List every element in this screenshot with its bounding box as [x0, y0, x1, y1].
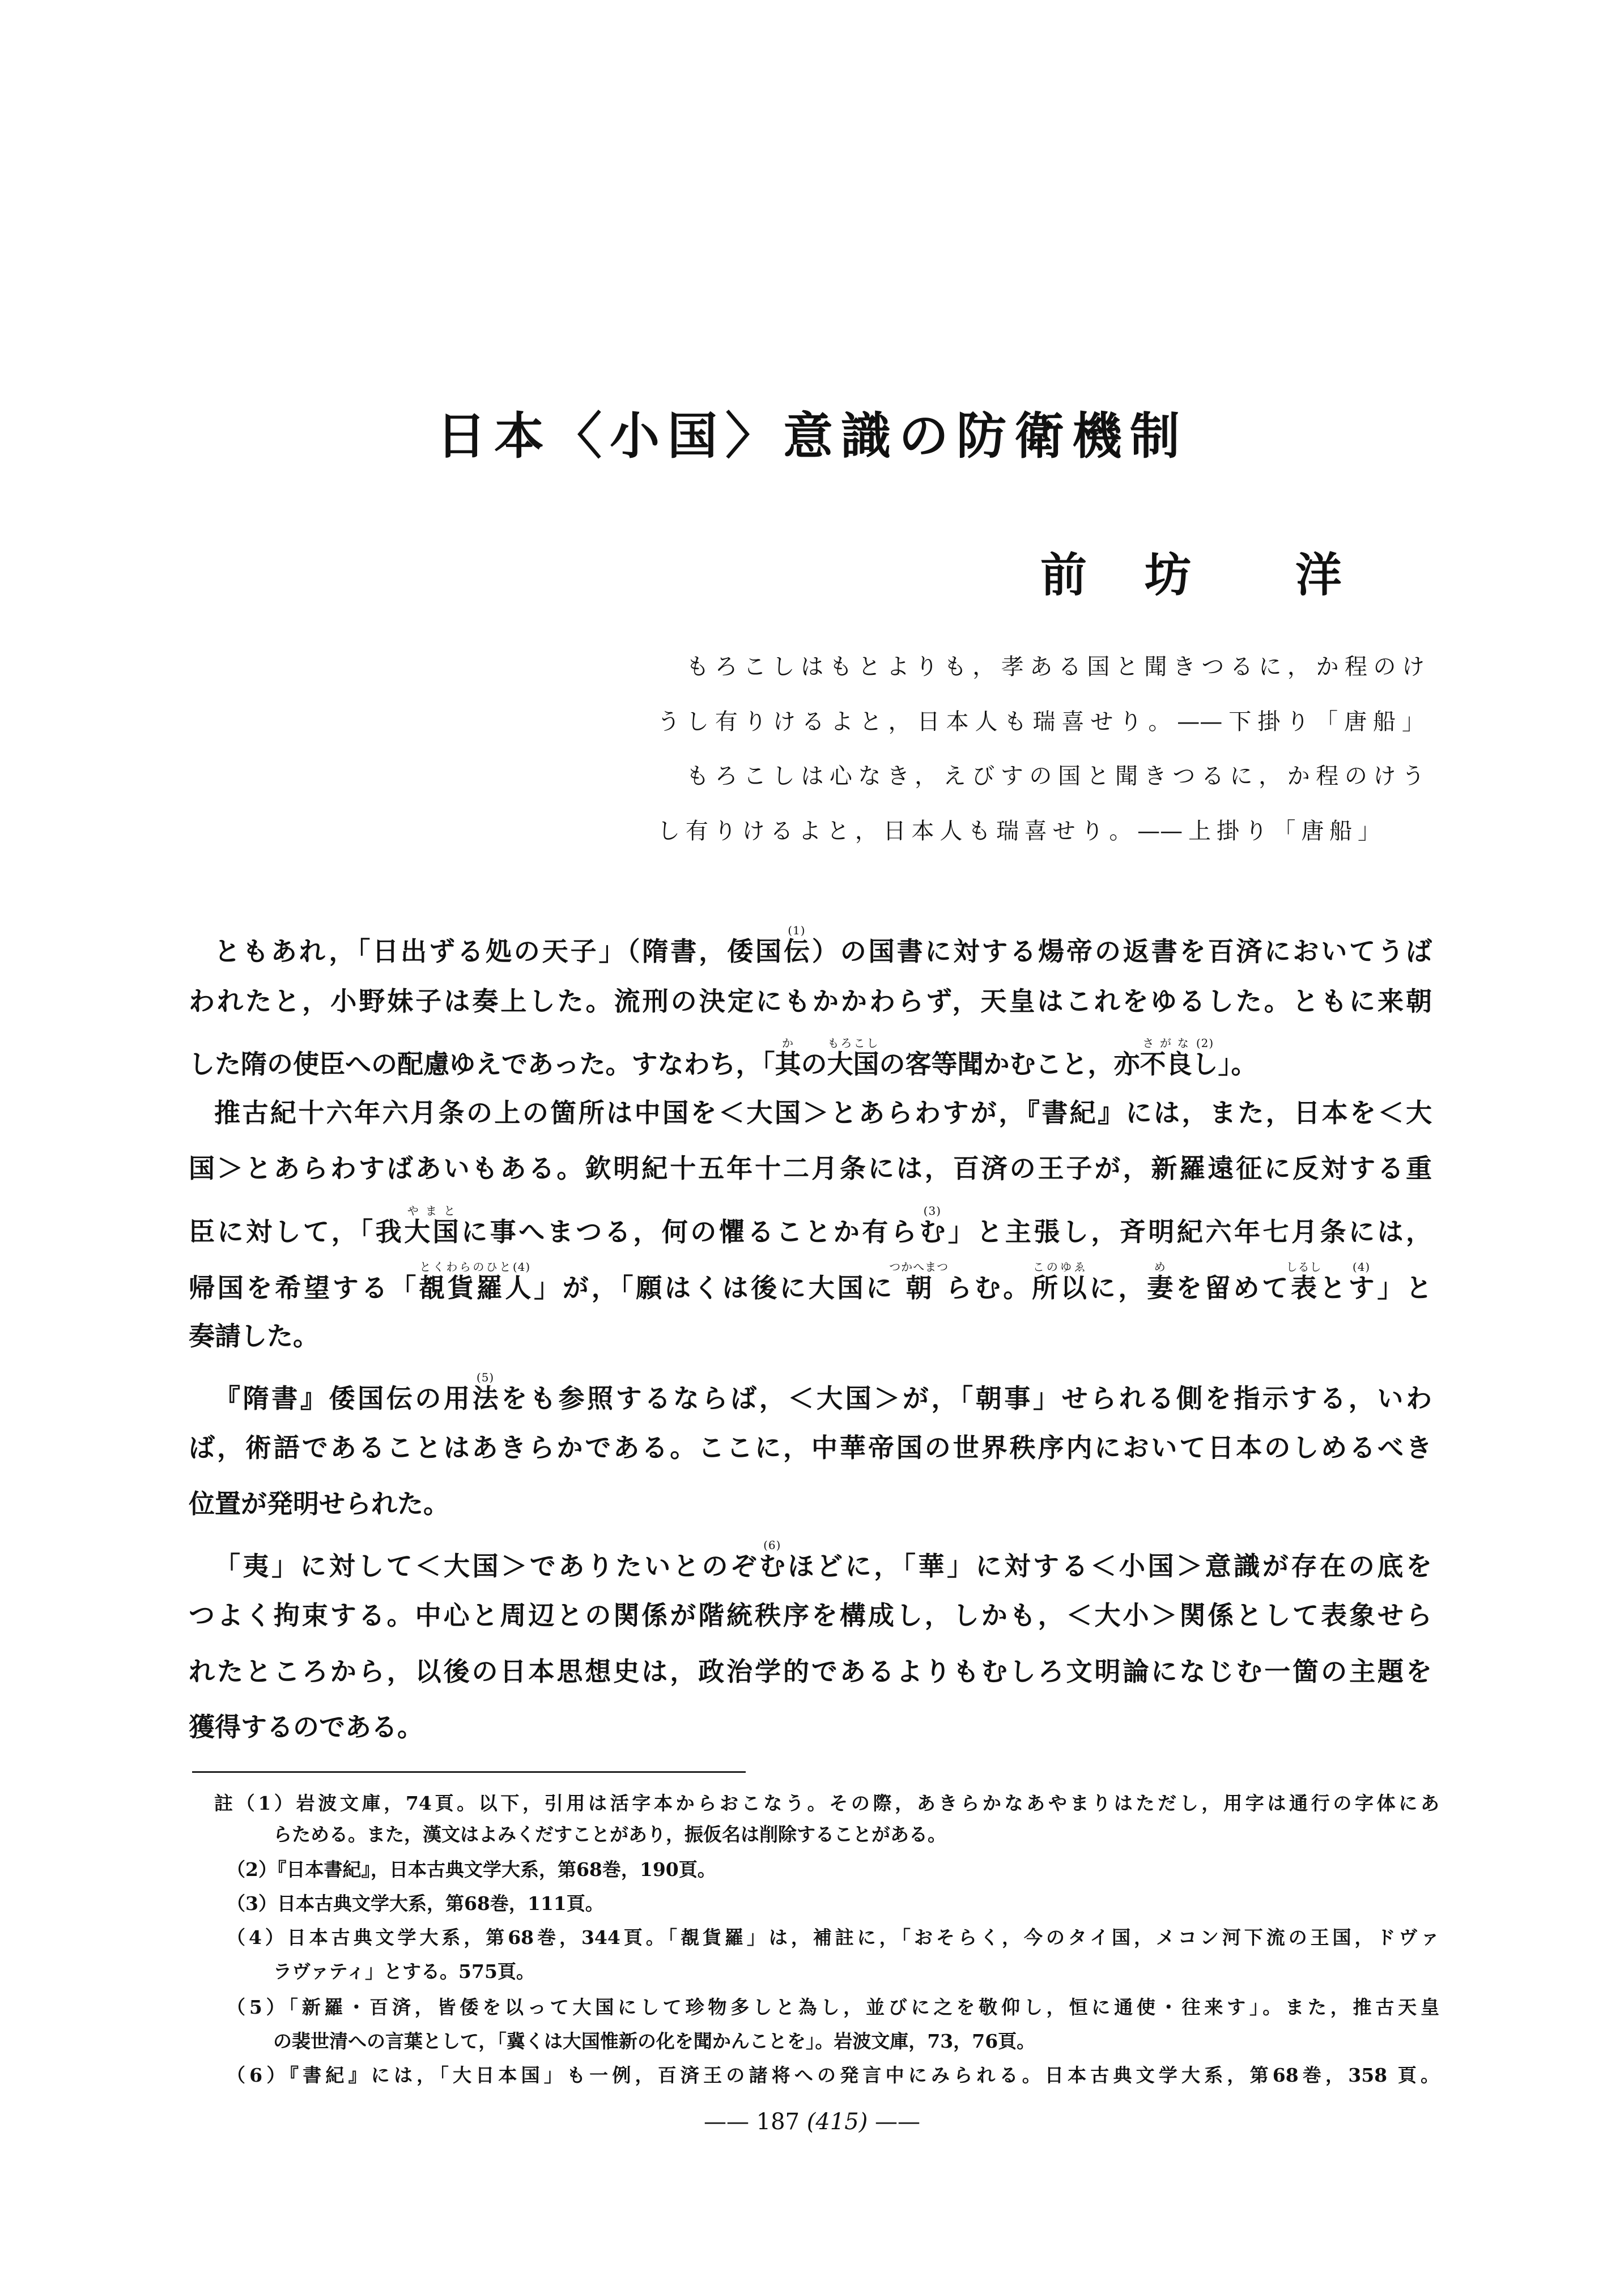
footnote-line: （6）『書紀』には，「大日本国」も一例，百済王の諸将への発言中にみられる。日本古典文学大系，第68巻，358 頁。 [227, 2064, 1439, 2086]
body-text-segment: つよく拘束する。中心と周辺との関係が階統秩序を構成し，しかも，＜大小＞関係として表象せら [189, 1600, 1432, 1631]
body-text-segment: 」と [1377, 1272, 1432, 1303]
author-name-char: 前 [1040, 548, 1087, 602]
footnote-line: ラヴァティ」とする。575頁。 [273, 1960, 535, 1983]
paper-title: 日本〈小国〉意識の防衛機制 [436, 406, 1188, 465]
body-text-segment: をも参照するならば，＜大国＞が，「朝事」せられる側を指示する，いわ [501, 1382, 1432, 1414]
body-text-segment: 」。 [1218, 1049, 1257, 1080]
ruby-reading: つかへまつ [889, 1260, 949, 1274]
author-name-char: 洋 [1295, 548, 1342, 602]
body-text-segment: 」と主張し，斉明紀六年七月条には， [947, 1216, 1432, 1247]
body-line [189, 1036, 1432, 1080]
body-text-segment: 「夷」に対して＜大国＞でありたいとのぞ [214, 1550, 759, 1581]
original-page-number: (415) [806, 2109, 868, 2135]
body-text-segment: 『隋書』倭国伝の用 [214, 1382, 473, 1414]
ruby-annotated-text: 法(5) [472, 1370, 501, 1414]
page-number-value: 187 [756, 2109, 800, 2135]
body-line [189, 1652, 1432, 1691]
footnote-divider [192, 1771, 746, 1773]
ruby-annotated-text: 所以このゆゑ [1032, 1260, 1090, 1303]
body-line [214, 1372, 1432, 1412]
page-number [0, 2109, 1624, 2135]
body-line [189, 1316, 1432, 1356]
footnote-line: 註（1）岩波文庫，74頁。以下，引用は活字本からおこなう。その際，あきらかなあやまりはただし，用字は通行の字体にあ [214, 1792, 1439, 1814]
body-text-segment: ともあれ，「日出ずる処の天子」（隋書，倭国 [214, 936, 784, 967]
epigraph-line: もろこしは心なき，えびすの国と聞きつるに，か程のけう [686, 763, 1425, 789]
body-text-segment: に事へまつる，何の懼ることか有ら [461, 1216, 920, 1247]
footnote-line: （3）日本古典文学大系，第68巻，111頁。 [227, 1892, 604, 1915]
body-text-segment: に， [1089, 1272, 1147, 1303]
ruby-annotated-text: し(2) [1192, 1036, 1218, 1080]
body-text-segment: 位置が発明せられた。 [189, 1488, 449, 1519]
epigraph-line: うし有りけるよと，日本人も瑞喜せり。——下掛り「唐船」 [657, 709, 1425, 735]
body-text-segment: を留めて [1175, 1272, 1291, 1303]
body-text-segment: われたと，小野妹子は奏上した。流刑の決定にもかかわらず，天皇はこれをゆるした。ともに来朝 [189, 985, 1432, 1016]
body-text-segment: 帰国を希望する「 [189, 1272, 419, 1303]
body-line [189, 1148, 1432, 1188]
footnote-line: らためる。また，漢文はよみくだすことがあり，振仮名は削除することがある。 [273, 1823, 946, 1845]
ruby-annotated-text: 覩貨羅人とくわらのひと(4) [419, 1260, 534, 1303]
body-text-segment: ほどに，「華」に対する＜小国＞意識が存在の底を [788, 1550, 1432, 1581]
page-dash-left: —— [703, 2109, 749, 2135]
ruby-annotated-text: す(4) [1348, 1260, 1378, 1303]
footnote-line: （5）「新羅・百済，皆倭を以って大国にして珍物多しと為し，並びに之を敬仰し，恒に通使・往来す」。また，推古天皇 [227, 1996, 1439, 2018]
body-line [189, 1596, 1432, 1635]
ruby-reading: (1) [783, 924, 810, 937]
body-text-segment: 国＞とあらわすばあいもある。欽明紀十五年十二月条には，百済の王子が，新羅遠征に反対する重 [189, 1153, 1432, 1184]
ruby-reading: とくわらのひと(4) [419, 1260, 532, 1274]
footnote-line: （2）『日本書紀』，日本古典文学大系，第68巻，190頁。 [227, 1858, 716, 1881]
body-text-segment: らむ。 [943, 1272, 1032, 1303]
footnote-line: （4）日本古典文学大系，第68巻，344頁。「覩貨羅」は，補註に，「おそらく，今のタイ国，メコン河下流の王国，ドヴァ [227, 1926, 1439, 1949]
body-line [189, 1204, 1432, 1247]
body-line [189, 1428, 1432, 1467]
body-line [214, 1540, 1432, 1580]
body-text-segment: した隋の使臣への配慮ゆえであった。すなわち，「 [189, 1049, 775, 1080]
ruby-annotated-text: 朝つかへまつ [889, 1260, 949, 1303]
epigraph-line: もろこしはもとよりも，孝ある国と聞きつるに，か程のけ [686, 654, 1425, 680]
body-text-segment: ）の国書に対する煬帝の返書を百済においてうば [811, 936, 1432, 967]
page-dash-right: —— [875, 2109, 921, 2135]
ruby-reading: (5) [472, 1370, 499, 1384]
ruby-reading: (6) [759, 1538, 785, 1552]
ruby-reading: か [775, 1036, 801, 1050]
ruby-reading: (4) [1348, 1260, 1375, 1274]
body-text-segment: 獲得するのである。 [189, 1712, 423, 1743]
ruby-annotated-text: む(6) [759, 1538, 788, 1581]
body-line [189, 981, 1432, 1021]
ruby-annotated-text: 表しるし [1286, 1260, 1322, 1303]
ruby-reading: このゆゑ [1032, 1260, 1087, 1274]
ruby-reading: もろこし [827, 1036, 879, 1050]
body-line [189, 1484, 1432, 1524]
body-text-segment: ば，術語であることはあきらかである。ここに，中華帝国の世界秩序内において日本のしめるべき [189, 1432, 1432, 1464]
ruby-annotated-text: 妻め [1147, 1260, 1176, 1303]
epigraph-line: し有りけるよと，日本人も瑞喜せり。——上掛り「唐船」 [657, 818, 1380, 844]
body-line [189, 1707, 1432, 1747]
body-text-segment: 」が，「願はくは後に大国に [534, 1272, 895, 1303]
ruby-reading: さがな [1140, 1036, 1192, 1050]
body-text-segment: 臣に対して，「我 [189, 1216, 405, 1247]
author-name-char: 坊 [1145, 548, 1192, 602]
body-text-segment: 奏請した。 [189, 1321, 319, 1352]
body-text-segment: と [1317, 1272, 1349, 1303]
ruby-reading: しるし [1286, 1260, 1322, 1274]
body-line [189, 1260, 1432, 1303]
ruby-reading: (2) [1192, 1036, 1218, 1050]
ruby-annotated-text: む(3) [919, 1204, 948, 1247]
body-line [214, 925, 1432, 965]
ruby-reading: め [1147, 1260, 1174, 1274]
body-text-segment: れたところから，以後の日本思想史は，政治学的であるよりもむしろ文明論になじむ一箇の主題を [189, 1656, 1432, 1687]
body-text-segment: の客等聞かむこと，亦 [879, 1049, 1140, 1080]
body-text-segment: 推古紀十六年六月条の上の箇所は中国を＜大国＞とあらわすが，『書紀』には，また，日本を＜大 [214, 1097, 1432, 1128]
ruby-annotated-text: 大国やまと [404, 1204, 462, 1247]
ruby-annotated-text: 其か [775, 1036, 801, 1080]
ruby-reading: (3) [919, 1204, 946, 1218]
ruby-annotated-text: 伝(1) [783, 924, 812, 967]
ruby-annotated-text: 不良さがな [1140, 1036, 1192, 1080]
ruby-reading: やまと [404, 1204, 459, 1218]
body-text-segment: の [801, 1049, 827, 1080]
footnote-line: の裴世清への言葉として，「冀くは大国惟新の化を聞かんことを」。岩波文庫，73，76頁。 [273, 2030, 1036, 2052]
ruby-annotated-text: 大国もろこし [827, 1036, 879, 1080]
body-line [214, 1093, 1432, 1133]
